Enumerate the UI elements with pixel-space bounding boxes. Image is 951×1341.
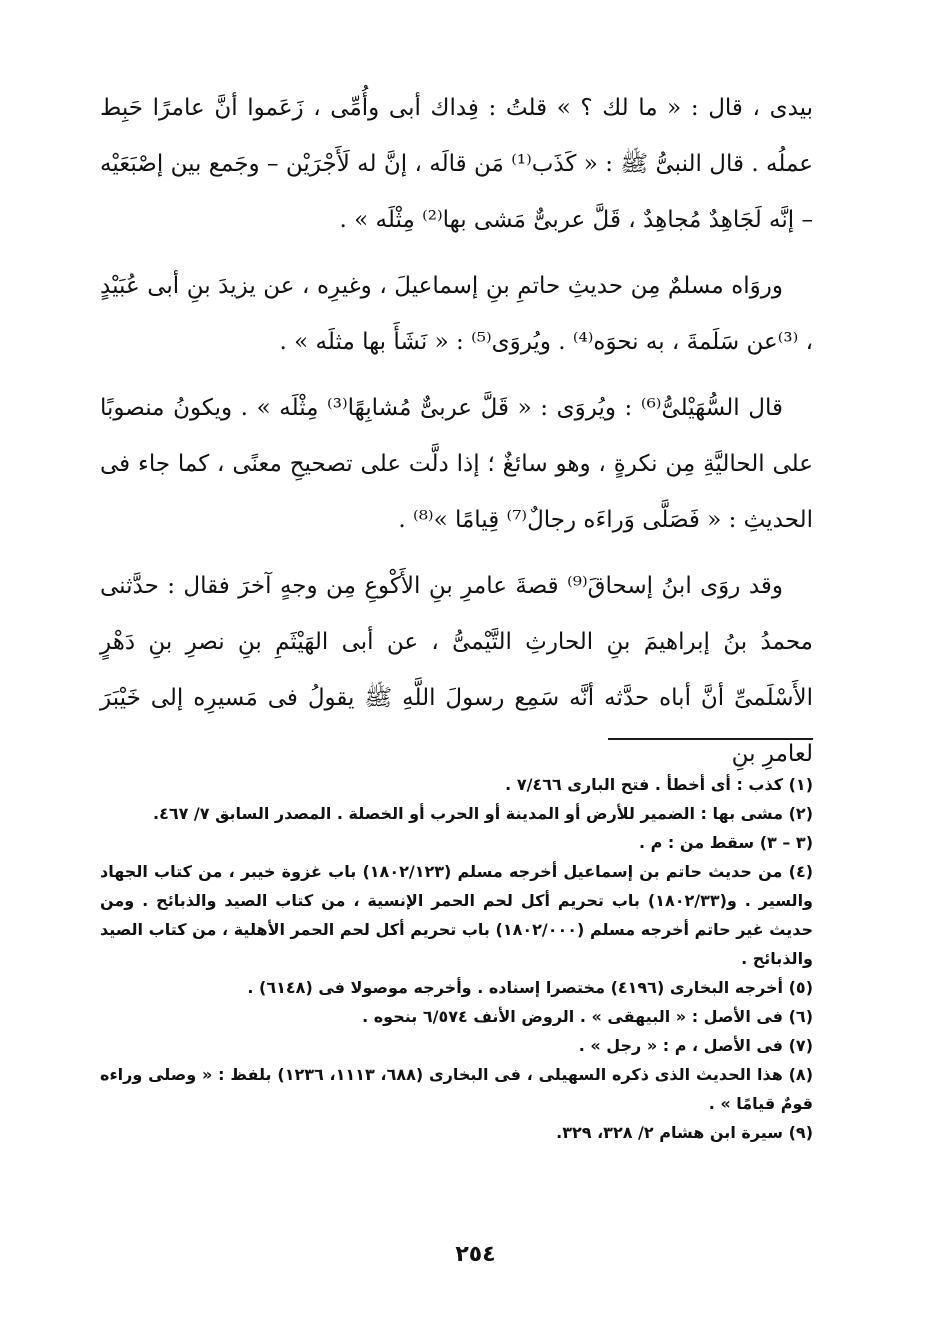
- footnote-8: (٨) هذا الحديث الذى ذكره السهيلى ، فى البخارى (٦٨٨، ١١١٣، ١٢٣٦) بلفظ : « وصلى وراءه قومٌ قيامًا » .: [100, 1065, 813, 1113]
- footnote-3: (٣ – ٣) سقط من : م .: [638, 833, 813, 852]
- footnote-9: (٩) سيرة ابن هشام ٢/ ٣٢٨، ٣٢٩.: [556, 1123, 813, 1142]
- paragraph-1: بيدى ، قال : « ما لك ؟ » قلتُ : فِداك أبى وأُمِّى ، زَعَموا أنَّ عامرًا حَبِط عملُه . قال النبىُّ ﷺ : « كَذَب⁽¹⁾ مَن قالَه ، إنَّ له لَأَجْرَيْن – وجَمع بين إصْبَعَيْه – إنَّه لَجَاهِدٌ مُجاهِدٌ ، قَلَّ عربىٌّ مَشى بها⁽²⁾ مِثْلَه » .: [100, 95, 813, 233]
- footnote-1: (١) كذب : أى أخطأ . فتح البارى ٧/٤٦٦ .: [505, 775, 813, 794]
- page-number: ٢٥٤: [455, 1242, 496, 1267]
- main-text: [100, 80, 813, 792]
- footnote-separator: [608, 738, 813, 740]
- footnote-5: (٥) أخرجه البخارى (٤١٩٦) مختصرا إسناده . وأخرجه موصولا فى (٦١٤٨) .: [247, 978, 813, 997]
- paragraph-3: قال السُّهَيْلىُّ⁽⁶⁾ : ويُروَى : « قَلَّ عربىٌّ مُشابِهًا⁽³⁾ مِثْلَه » . ويكونُ منصوبًا على الحاليَّةِ مِن نكرةٍ ، وهو سائغٌ ؛ إذا دلَّت على تصحيحِ معنًى ، كما جاء فى الحديثِ : « فَصَلَّى وَراءَه رجالٌ⁽⁷⁾ قِيامًا »⁽⁸⁾ .: [100, 395, 813, 533]
- footnote-2: (٢) مشى بها : الضمير للأرض أو المدينة أو الحرب أو الخصلة . المصدر السابق ٧/ ٤٦٧.: [152, 804, 813, 823]
- footnote-7: (٧) فى الأصل ، م : « رجل » .: [578, 1036, 813, 1055]
- paragraph-2: وروَاه مسلمٌ مِن حديثِ حاتمِ بنِ إسماعيلَ ، وغيرِه ، عن يزيدَ بنِ أبى عُبَيْدٍ ، ⁽³⁾عن سَلَمةَ ، به نحوَه⁽⁴⁾ . ويُروَى⁽⁵⁾ : « نَشَأَ بها مثلَه » .: [100, 273, 813, 355]
- footnote-6: (٦) فى الأصل : « البيهقى » . الروض الأنف ٦/٥٧٤ بنحوه .: [362, 1007, 813, 1026]
- footnotes: [100, 770, 813, 1147]
- footnote-4: (٤) من حديث حاتم بن إسماعيل أخرجه مسلم (١٨٠٢/١٢٣) باب غزوة خيبر ، من كتاب الجهاد والسير . و(١٨٠٢/٣٣) باب تحريم أكل لحم الحمر الإنسية ، من كتاب الصيد والذبائح . ومن حديث غير حاتم أخرجه مسلم (١٨٠٢/٠٠٠) باب تحريم أكل لحم الحمر الأهلية ، من كتاب الصيد والذبائح .: [100, 862, 814, 968]
- paragraph-4: وقد روَى ابنُ إسحاقَ⁽⁹⁾ قصةَ عامرِ بنِ الأَكْوعِ مِن وجهٍ آخرَ فقال : حدَّثنى محمدُ بنُ إبراهيمَ بنِ الحارثِ التَّيْمىُّ ، عن أبى الهَيْثَمِ بنِ نصرِ بنِ دَهْرٍ الأَسْلَمىِّ أنَّ أباه حدَّثه أنَّه سَمِع رسولَ اللَّهِ ﷺ يقولُ فى مَسيرِه إلى خَيْبَرَ لعامرِ بنِ: [100, 573, 813, 767]
